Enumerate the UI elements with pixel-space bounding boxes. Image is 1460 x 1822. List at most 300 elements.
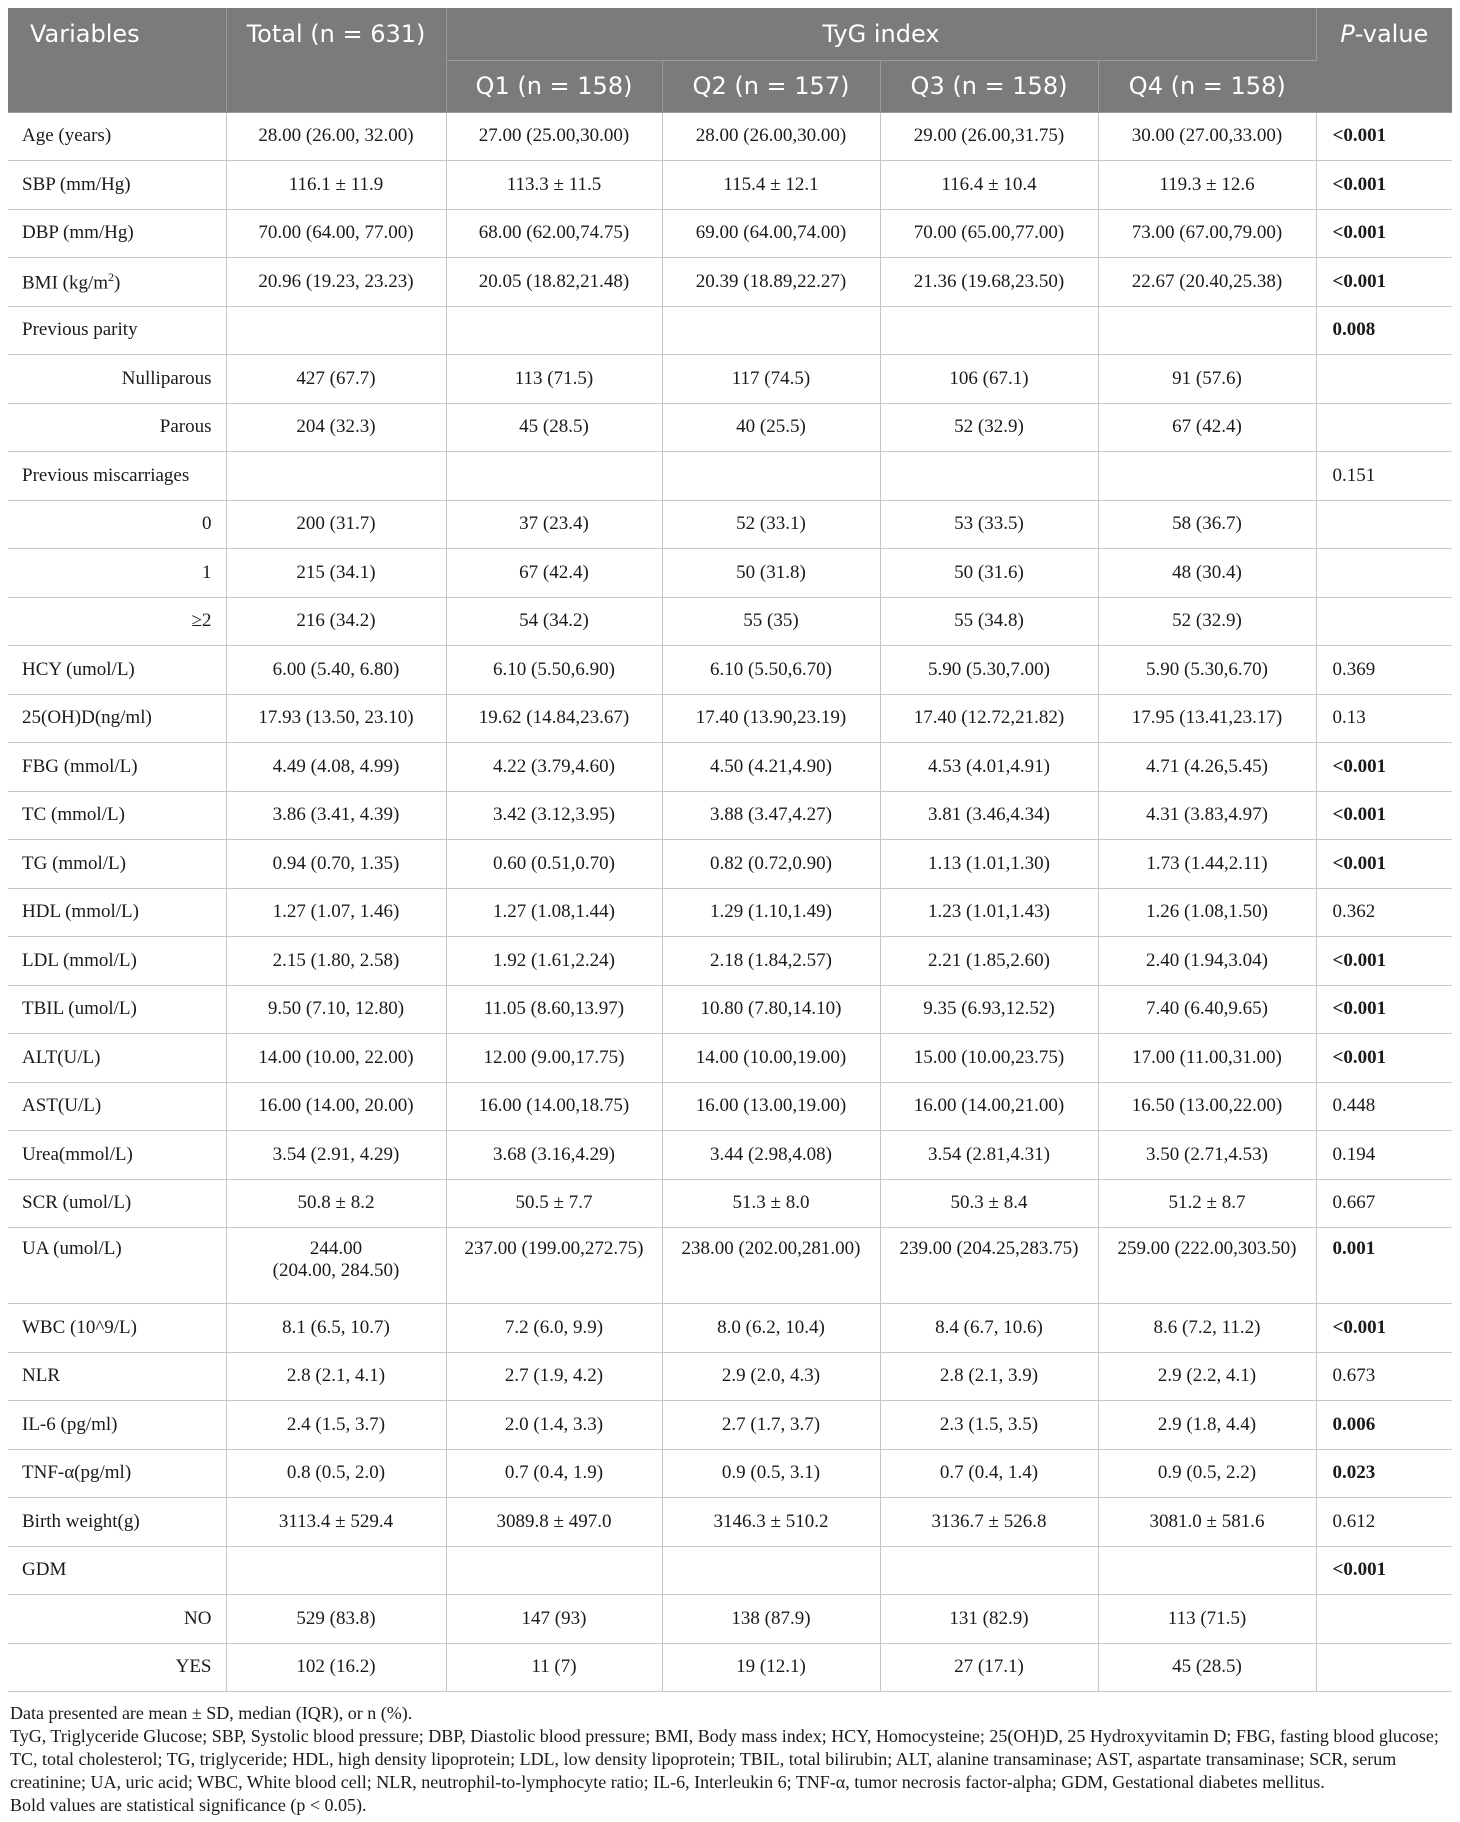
row-label <box>8 1401 226 1450</box>
cell-q3: 1.23 (1.01,1.43) <box>880 888 1098 937</box>
footnote-bold-values: Bold values are statistical significance (p < 0.05). <box>10 1795 367 1815</box>
cell-total <box>226 500 446 549</box>
row-label <box>8 1595 226 1644</box>
row-label-text: Nulliparous <box>121 367 212 389</box>
table-row <box>8 1643 1452 1692</box>
cell-q1: 237.00 (199.00,272.75) <box>446 1228 662 1304</box>
footnote-data-presented: Data presented are mean ± SD, median (IQR), or n (%). <box>10 1703 413 1723</box>
cell-p-value: <0.001 <box>1316 209 1452 258</box>
row-label-text: AST(U/L) <box>22 1095 102 1117</box>
row-label <box>8 403 226 452</box>
cell-q1: 11.05 (8.60,13.97) <box>446 985 662 1034</box>
row-label-text: TC (mmol/L) <box>22 804 125 826</box>
table-row <box>8 1034 1452 1083</box>
row-label-text: Previous parity <box>22 319 138 341</box>
cell-q4 <box>1098 1546 1316 1595</box>
cell-p-value: <0.001 <box>1316 791 1452 840</box>
cell-total-value: 2.15 (1.80, 2.58) <box>272 949 400 971</box>
header-q4: Q4 (n = 158) <box>1098 60 1316 112</box>
cell-q4: 1.26 (1.08,1.50) <box>1098 888 1316 937</box>
row-label <box>8 1643 226 1692</box>
cell-p-value <box>1316 403 1452 452</box>
row-label-text: WBC (10^9/L) <box>22 1316 137 1338</box>
cell-q3 <box>880 1546 1098 1595</box>
cell-p-value: 0.006 <box>1316 1401 1452 1450</box>
row-label-text: TBIL (umol/L) <box>22 998 137 1020</box>
cell-q2: 16.00 (13.00,19.00) <box>662 1082 880 1131</box>
cell-q2: 40 (25.5) <box>662 403 880 452</box>
row-label <box>8 937 226 986</box>
cell-p-value: 0.667 <box>1316 1179 1452 1228</box>
cell-q4: 51.2 ± 8.7 <box>1098 1179 1316 1228</box>
table-row <box>8 791 1452 840</box>
cell-q1: 1.27 (1.08,1.44) <box>446 888 662 937</box>
cell-q1: 27.00 (25.00,30.00) <box>446 112 662 161</box>
row-label <box>8 355 226 404</box>
cell-p-value: <0.001 <box>1316 937 1452 986</box>
cell-q2: 1.29 (1.10,1.49) <box>662 888 880 937</box>
cell-total-value: 14.00 (10.00, 22.00) <box>258 1046 414 1068</box>
header-p-italic: P <box>1340 20 1355 48</box>
cell-q4: 48 (30.4) <box>1098 549 1316 598</box>
cell-q2: 2.18 (1.84,2.57) <box>662 937 880 986</box>
cell-q4: 73.00 (67.00,79.00) <box>1098 209 1316 258</box>
cell-q3: 15.00 (10.00,23.75) <box>880 1034 1098 1083</box>
cell-total <box>226 258 446 307</box>
header-p-value <box>1316 8 1452 112</box>
table-row <box>8 452 1452 501</box>
cell-q4: 119.3 ± 12.6 <box>1098 161 1316 210</box>
header-q1: Q1 (n = 158) <box>446 60 662 112</box>
cell-q4: 2.9 (2.2, 4.1) <box>1098 1352 1316 1401</box>
cell-q2: 19 (12.1) <box>662 1643 880 1692</box>
cell-q4: 113 (71.5) <box>1098 1595 1316 1644</box>
cell-total <box>226 161 446 210</box>
table-row <box>8 1449 1452 1498</box>
cell-total-value: 244.00 <box>309 1238 363 1259</box>
cell-q4: 1.73 (1.44,2.11) <box>1098 840 1316 889</box>
cell-p-value: <0.001 <box>1316 112 1452 161</box>
row-label-text: LDL (mmol/L) <box>22 949 137 971</box>
cell-q1: 3089.8 ± 497.0 <box>446 1498 662 1547</box>
cell-total <box>226 112 446 161</box>
cell-q2: 2.9 (2.0, 4.3) <box>662 1352 880 1401</box>
cell-p-value: <0.001 <box>1316 1304 1452 1353</box>
cell-total-value: 9.50 (7.10, 12.80) <box>267 998 405 1020</box>
cell-q2: 138 (87.9) <box>662 1595 880 1644</box>
cell-p-value: 0.151 <box>1316 452 1452 501</box>
cell-p-value: 0.612 <box>1316 1498 1452 1547</box>
table-row <box>8 1401 1452 1450</box>
row-label <box>8 1304 226 1353</box>
cell-p-value <box>1316 1643 1452 1692</box>
cell-total-value: 50.8 ± 8.2 <box>297 1192 375 1214</box>
cell-q3: 2.8 (2.1, 3.9) <box>880 1352 1098 1401</box>
cell-q3: 106 (67.1) <box>880 355 1098 404</box>
row-label-text: IL-6 (pg/ml) <box>22 1413 118 1435</box>
cell-total-value: 427 (67.7) <box>296 367 376 389</box>
table-row <box>8 1595 1452 1644</box>
cell-total <box>226 1546 446 1595</box>
cell-q3: 29.00 (26.00,31.75) <box>880 112 1098 161</box>
cell-total-value: 20.96 (19.23, 23.23) <box>258 270 414 292</box>
table-row <box>8 1131 1452 1180</box>
cell-q1: 16.00 (14.00,18.75) <box>446 1082 662 1131</box>
row-label-text: 1 <box>202 561 212 583</box>
row-label-text: SBP (mm/Hg) <box>22 173 131 195</box>
cell-q3: 55 (34.8) <box>880 597 1098 646</box>
row-label <box>8 1546 226 1595</box>
cell-total-value: 215 (34.1) <box>296 561 376 583</box>
cell-q3: 0.7 (0.4, 1.4) <box>880 1449 1098 1498</box>
cell-p-value: 0.001 <box>1316 1228 1452 1304</box>
cell-q1: 54 (34.2) <box>446 597 662 646</box>
cell-total <box>226 1228 446 1304</box>
cell-q1: 113.3 ± 11.5 <box>446 161 662 210</box>
cell-total <box>226 1352 446 1401</box>
cell-q4: 67 (42.4) <box>1098 403 1316 452</box>
cell-q2: 0.9 (0.5, 3.1) <box>662 1449 880 1498</box>
header-p-rest: -value <box>1354 20 1429 48</box>
cell-q2: 4.50 (4.21,4.90) <box>662 743 880 792</box>
table-row <box>8 985 1452 1034</box>
cell-total <box>226 937 446 986</box>
table-row <box>8 209 1452 258</box>
row-label-text: DBP (mm/Hg) <box>22 222 134 244</box>
row-label <box>8 1228 226 1304</box>
cell-total-value: 529 (83.8) <box>296 1607 376 1629</box>
cell-p-value: <0.001 <box>1316 258 1452 307</box>
cell-p-value: 0.023 <box>1316 1449 1452 1498</box>
row-label <box>8 597 226 646</box>
cell-total <box>226 1498 446 1547</box>
table-row <box>8 112 1452 161</box>
cell-total-value: 70.00 (64.00, 77.00) <box>258 222 414 244</box>
row-label-text: Previous miscarriages <box>22 464 190 486</box>
cell-p-value <box>1316 549 1452 598</box>
row-label <box>8 743 226 792</box>
cell-q4: 58 (36.7) <box>1098 500 1316 549</box>
row-label <box>8 549 226 598</box>
cell-total-value: 2.4 (1.5, 3.7) <box>286 1413 386 1435</box>
table-row <box>8 1179 1452 1228</box>
cell-total-value: 28.00 (26.00, 32.00) <box>258 125 414 147</box>
cell-p-value: 0.194 <box>1316 1131 1452 1180</box>
cell-q4: 4.31 (3.83,4.97) <box>1098 791 1316 840</box>
row-label <box>8 888 226 937</box>
row-label-text: 25(OH)D(ng/ml) <box>22 707 152 729</box>
cell-q4: 3081.0 ± 581.6 <box>1098 1498 1316 1547</box>
row-label-text: BMI (kg/m <box>22 271 109 293</box>
cell-q2: 14.00 (10.00,19.00) <box>662 1034 880 1083</box>
row-label <box>8 209 226 258</box>
cell-q3: 3136.7 ± 526.8 <box>880 1498 1098 1547</box>
cell-q4: 3.50 (2.71,4.53) <box>1098 1131 1316 1180</box>
cell-q2: 238.00 (202.00,281.00) <box>662 1228 880 1304</box>
cell-q4: 259.00 (222.00,303.50) <box>1098 1228 1316 1304</box>
cell-p-value: 0.369 <box>1316 646 1452 695</box>
table-row <box>8 597 1452 646</box>
cell-total <box>226 549 446 598</box>
row-label <box>8 646 226 695</box>
cell-q3: 50.3 ± 8.4 <box>880 1179 1098 1228</box>
cell-q2: 52 (33.1) <box>662 500 880 549</box>
cell-total-value: 4.49 (4.08, 4.99) <box>272 755 400 777</box>
cell-p-value: <0.001 <box>1316 840 1452 889</box>
cell-q1: 0.7 (0.4, 1.9) <box>446 1449 662 1498</box>
cell-total <box>226 1643 446 1692</box>
cell-q1: 113 (71.5) <box>446 355 662 404</box>
cell-q2: 117 (74.5) <box>662 355 880 404</box>
cell-q1: 2.7 (1.9, 4.2) <box>446 1352 662 1401</box>
row-label-text: YES <box>175 1656 212 1678</box>
row-label-end: ) <box>114 271 121 293</box>
row-label <box>8 452 226 501</box>
cell-q1: 19.62 (14.84,23.67) <box>446 694 662 743</box>
header-q3: Q3 (n = 158) <box>880 60 1098 112</box>
table-header <box>8 8 1452 112</box>
cell-p-value: 0.673 <box>1316 1352 1452 1401</box>
cell-q1: 67 (42.4) <box>446 549 662 598</box>
cell-q1: 3.42 (3.12,3.95) <box>446 791 662 840</box>
cell-q4: 4.71 (4.26,5.45) <box>1098 743 1316 792</box>
row-label <box>8 791 226 840</box>
cell-q3: 131 (82.9) <box>880 1595 1098 1644</box>
cell-q3: 16.00 (14.00,21.00) <box>880 1082 1098 1131</box>
cell-total-value: 216 (34.2) <box>296 610 376 632</box>
cell-q1: 50.5 ± 7.7 <box>446 1179 662 1228</box>
cell-total-value: 1.27 (1.07, 1.46) <box>272 901 400 923</box>
cell-total <box>226 597 446 646</box>
row-label-text: HCY (umol/L) <box>22 658 135 680</box>
cell-q1: 68.00 (62.00,74.75) <box>446 209 662 258</box>
cell-q3: 70.00 (65.00,77.00) <box>880 209 1098 258</box>
cell-total <box>226 840 446 889</box>
table-container <box>8 8 1452 1817</box>
cell-total-value: 8.1 (6.5, 10.7) <box>282 1316 390 1338</box>
cell-p-value: <0.001 <box>1316 743 1452 792</box>
header-total: Total (n = 631) <box>226 8 446 112</box>
header-q2: Q2 (n = 157) <box>662 60 880 112</box>
cell-total-value: 204 (32.3) <box>296 416 376 438</box>
cell-p-value: <0.001 <box>1316 1034 1452 1083</box>
cell-q2: 3.88 (3.47,4.27) <box>662 791 880 840</box>
cell-total <box>226 1179 446 1228</box>
cell-q2: 3.44 (2.98,4.08) <box>662 1131 880 1180</box>
cell-p-value: 0.362 <box>1316 888 1452 937</box>
header-variables: Variables <box>8 8 226 112</box>
cell-total-value: 17.93 (13.50, 23.10) <box>258 707 414 729</box>
table-footnotes <box>8 1702 1452 1817</box>
cell-q1: 20.05 (18.82,21.48) <box>446 258 662 307</box>
cell-q2: 6.10 (5.50,6.70) <box>662 646 880 695</box>
table-row <box>8 1228 1452 1304</box>
cell-p-value: 0.008 <box>1316 306 1452 355</box>
table-row <box>8 1082 1452 1131</box>
cell-q3: 5.90 (5.30,7.00) <box>880 646 1098 695</box>
cell-p-value: <0.001 <box>1316 1546 1452 1595</box>
cell-q1: 7.2 (6.0, 9.9) <box>446 1304 662 1353</box>
cell-q1 <box>446 452 662 501</box>
cell-q2 <box>662 452 880 501</box>
table-row <box>8 888 1452 937</box>
table-row <box>8 258 1452 307</box>
cell-q1: 147 (93) <box>446 1595 662 1644</box>
cell-q3: 53 (33.5) <box>880 500 1098 549</box>
table-row <box>8 937 1452 986</box>
cell-total <box>226 1449 446 1498</box>
cell-q1: 3.68 (3.16,4.29) <box>446 1131 662 1180</box>
cell-total <box>226 1131 446 1180</box>
cell-q2: 69.00 (64.00,74.00) <box>662 209 880 258</box>
row-label <box>8 112 226 161</box>
cell-total <box>226 646 446 695</box>
cell-q4: 45 (28.5) <box>1098 1643 1316 1692</box>
cell-q3: 1.13 (1.01,1.30) <box>880 840 1098 889</box>
cell-p-value <box>1316 1595 1452 1644</box>
row-label <box>8 1179 226 1228</box>
row-label-text: Age (years) <box>22 125 112 147</box>
table-row <box>8 1304 1452 1353</box>
row-label <box>8 1449 226 1498</box>
cell-total <box>226 985 446 1034</box>
cell-q4: 17.95 (13.41,23.17) <box>1098 694 1316 743</box>
cell-total-value: 3113.4 ± 529.4 <box>278 1510 394 1532</box>
row-label-text: TG (mmol/L) <box>22 852 126 874</box>
cell-q2: 28.00 (26.00,30.00) <box>662 112 880 161</box>
cell-total-value: 0.8 (0.5, 2.0) <box>286 1462 386 1484</box>
cell-q2: 17.40 (13.90,23.19) <box>662 694 880 743</box>
cell-q3 <box>880 306 1098 355</box>
table-row <box>8 500 1452 549</box>
cell-q4: 2.9 (1.8, 4.4) <box>1098 1401 1316 1450</box>
row-label <box>8 1131 226 1180</box>
cell-total <box>226 306 446 355</box>
table-row <box>8 161 1452 210</box>
footnote-abbreviations: TyG, Triglyceride Glucose; SBP, Systolic blood pressure; DBP, Diastolic blood pressure; BMI, Body mass index; HCY, Homocysteine; 25(OH)D, 25 Hydroxyvitamin D; FBG, fasting blood glucose; TC, total cholesterol; TG, triglyceride; HDL, high density lipoprotein; LDL, low density lipoprotein; TBIL, total bilirubin; ALT, alanine transaminase; AST, aspartate transaminase; SCR, serum creatinine; UA, uric acid; WBC, White blood cell; NLR, neutrophil-to-lymphocyte ratio; IL-6, Interleukin 6; TNF-α, tumor necrosis factor-alpha; GDM, Gestational diabetes mellitus. <box>10 1726 1439 1792</box>
cell-q2: 20.39 (18.89,22.27) <box>662 258 880 307</box>
cell-total-value: 3.54 (2.91, 4.29) <box>272 1143 400 1165</box>
cell-total <box>226 888 446 937</box>
cell-q1: 45 (28.5) <box>446 403 662 452</box>
row-label <box>8 1352 226 1401</box>
cell-q1: 12.00 (9.00,17.75) <box>446 1034 662 1083</box>
row-label-text: UA (umol/L) <box>22 1238 122 1259</box>
cell-q4: 2.40 (1.94,3.04) <box>1098 937 1316 986</box>
cell-q3: 239.00 (204.25,283.75) <box>880 1228 1098 1304</box>
cell-q3: 4.53 (4.01,4.91) <box>880 743 1098 792</box>
cell-q4: 0.9 (0.5, 2.2) <box>1098 1449 1316 1498</box>
cell-total-value-line2: (204.00, 284.50) <box>272 1260 400 1281</box>
cell-q1: 4.22 (3.79,4.60) <box>446 743 662 792</box>
row-label <box>8 306 226 355</box>
cell-q3: 3.81 (3.46,4.34) <box>880 791 1098 840</box>
row-label-text: ALT(U/L) <box>22 1046 101 1068</box>
cell-q3: 2.21 (1.85,2.60) <box>880 937 1098 986</box>
table-row <box>8 1498 1452 1547</box>
row-label <box>8 840 226 889</box>
cell-q2: 115.4 ± 12.1 <box>662 161 880 210</box>
cell-q3: 17.40 (12.72,21.82) <box>880 694 1098 743</box>
cell-q1 <box>446 1546 662 1595</box>
cell-q4: 7.40 (6.40,9.65) <box>1098 985 1316 1034</box>
table-row <box>8 840 1452 889</box>
cell-q2: 8.0 (6.2, 10.4) <box>662 1304 880 1353</box>
cell-q4: 17.00 (11.00,31.00) <box>1098 1034 1316 1083</box>
cell-q4: 8.6 (7.2, 11.2) <box>1098 1304 1316 1353</box>
cell-total-value: 0.94 (0.70, 1.35) <box>272 852 400 874</box>
cell-total-value: 200 (31.7) <box>296 513 376 535</box>
row-label-superscript: 2 <box>108 269 115 284</box>
cell-q4: 52 (32.9) <box>1098 597 1316 646</box>
row-label-text: GDM <box>22 1559 67 1581</box>
cell-q2: 51.3 ± 8.0 <box>662 1179 880 1228</box>
cell-q1 <box>446 306 662 355</box>
cell-q2 <box>662 1546 880 1595</box>
table-row <box>8 694 1452 743</box>
table-row <box>8 1352 1452 1401</box>
cell-q4 <box>1098 452 1316 501</box>
row-label <box>8 500 226 549</box>
cell-q4: 30.00 (27.00,33.00) <box>1098 112 1316 161</box>
cell-q1: 6.10 (5.50,6.90) <box>446 646 662 695</box>
row-label-text: SCR (umol/L) <box>22 1192 132 1214</box>
cell-total <box>226 355 446 404</box>
table-row <box>8 549 1452 598</box>
cell-q4: 16.50 (13.00,22.00) <box>1098 1082 1316 1131</box>
cell-q1: 0.60 (0.51,0.70) <box>446 840 662 889</box>
table-row <box>8 403 1452 452</box>
cell-p-value <box>1316 500 1452 549</box>
row-label <box>8 1498 226 1547</box>
cell-q2: 0.82 (0.72,0.90) <box>662 840 880 889</box>
row-label <box>8 161 226 210</box>
cell-total <box>226 1082 446 1131</box>
cell-total-value: 3.86 (3.41, 4.39) <box>272 804 400 826</box>
row-label-text: TNF-α(pg/ml) <box>22 1462 132 1484</box>
row-label <box>8 985 226 1034</box>
cell-p-value: 0.448 <box>1316 1082 1452 1131</box>
row-label-text: FBG (mmol/L) <box>22 755 138 777</box>
row-label <box>8 1082 226 1131</box>
cell-p-value <box>1316 355 1452 404</box>
cell-q3: 52 (32.9) <box>880 403 1098 452</box>
cell-total-value: 6.00 (5.40, 6.80) <box>272 658 400 680</box>
cell-p-value: 0.13 <box>1316 694 1452 743</box>
row-label-text: Parous <box>159 416 212 438</box>
row-label-text: ≥2 <box>191 610 212 632</box>
cell-q4: 22.67 (20.40,25.38) <box>1098 258 1316 307</box>
row-label-text: 0 <box>202 513 212 535</box>
cell-q2: 3146.3 ± 510.2 <box>662 1498 880 1547</box>
cell-total-value: 116.1 ± 11.9 <box>288 173 384 195</box>
cell-total <box>226 1401 446 1450</box>
cell-p-value: <0.001 <box>1316 161 1452 210</box>
cell-q4 <box>1098 306 1316 355</box>
cell-total <box>226 1304 446 1353</box>
cell-q1: 37 (23.4) <box>446 500 662 549</box>
cell-total <box>226 452 446 501</box>
cell-total-value: 16.00 (14.00, 20.00) <box>258 1095 414 1117</box>
row-label-text: HDL (mmol/L) <box>22 901 139 923</box>
row-label <box>8 1034 226 1083</box>
row-label <box>8 258 226 307</box>
cell-total-value: 2.8 (2.1, 4.1) <box>286 1365 386 1387</box>
cell-q3: 8.4 (6.7, 10.6) <box>880 1304 1098 1353</box>
baseline-characteristics-table <box>8 8 1452 1692</box>
cell-q2: 50 (31.8) <box>662 549 880 598</box>
table-row <box>8 646 1452 695</box>
